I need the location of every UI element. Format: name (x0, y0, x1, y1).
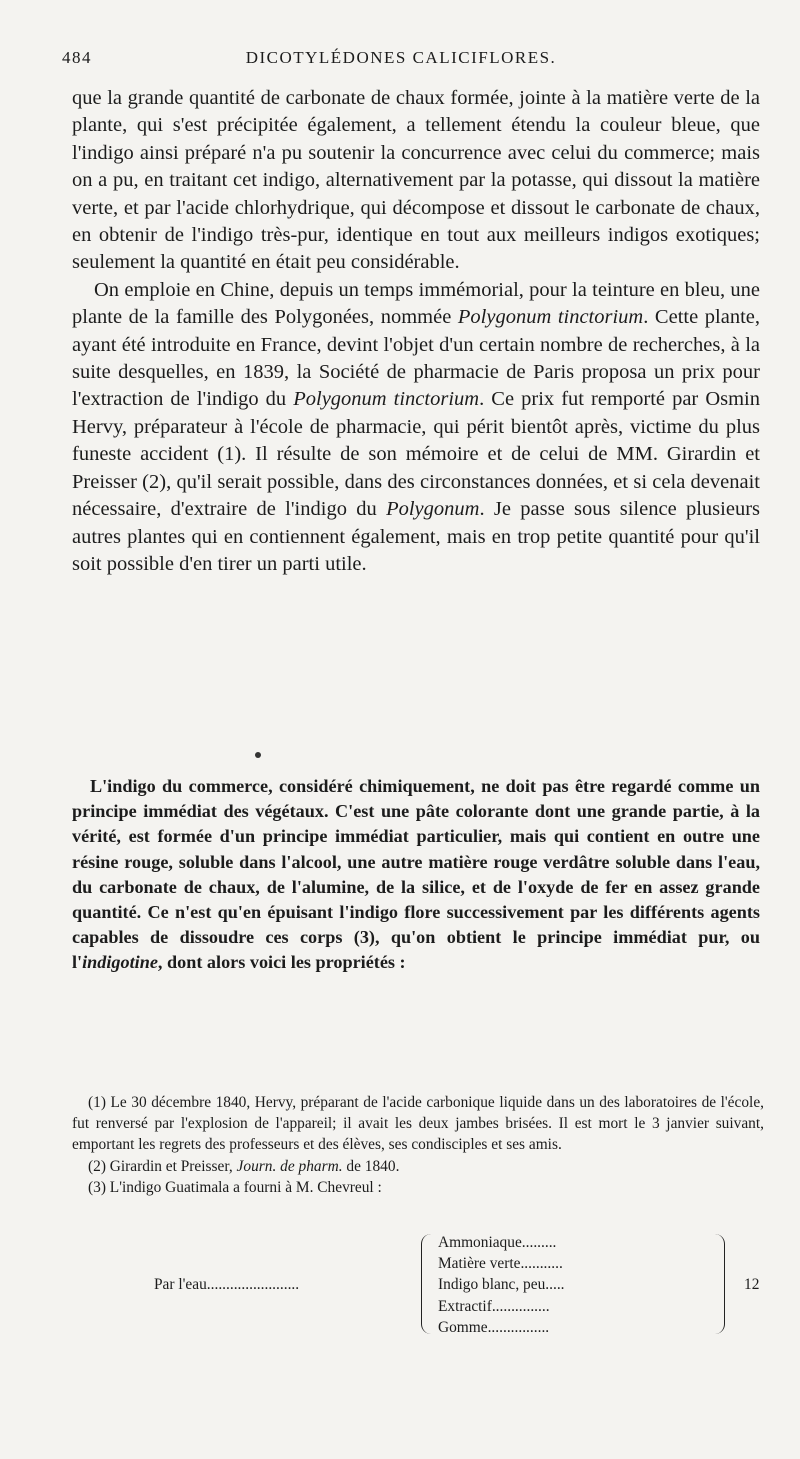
table-item: Ammoniaque......... (438, 1234, 557, 1251)
main-text (72, 85, 760, 578)
indigotine-term: indigotine (82, 952, 158, 973)
species-name-1: Polygonum tinctorium (457, 306, 644, 329)
composition-table (72, 1230, 760, 1340)
left-brace (421, 1234, 432, 1334)
paragraph-2-text-c: . Cette plante, ayant été introduite en France, devint l'objet d'un certain nombre de recherches, à la suite desquelles, en 1839, la Société de pharmacie de Paris proposa un prix pour l'extraction de l'indigo du (72, 306, 760, 411)
table-item: Indigo blanc, peu..... (438, 1276, 565, 1294)
table-total: 12 (744, 1276, 760, 1293)
page-header (62, 48, 740, 78)
footnotes (72, 1092, 764, 1198)
footnote-2 (72, 1156, 764, 1177)
paragraph-2-text-g: . Je passe sous silence plusieurs autres plantes qui en contiennent également, mais en trop petite quantité pour qu'il soit possible d'en tirer un parti utile. (72, 498, 761, 575)
page-number: 484 (62, 48, 92, 67)
table-items (438, 1232, 714, 1338)
small-text-a: L'indigo du commerce, considéré chimiquement, ne doit pas être regardé comme un principe immédiat des végétaux. C'est une pâte colorante dont une grande partie, à la vérité, est formée d'un principe immédiat particulier, mais qui contient en outre une résine rouge, soluble dans l'alcool, une autre matière rouge verdâtre soluble dans l'eau, du carbonate de chaux, de l'alumine, de la silice, et de l'oxyde de fer en assez grande quantité. Ce n'est qu'en épuisant l'indigo flore successivement par les différents agents capables de dissoudre ces corps (3), qu'on obtient le principe immédiat pur, ou l' (72, 776, 760, 973)
footnote-3: (3) L'indigo Guatimala a fourni à M. Chevreul : (88, 1178, 382, 1196)
paragraph-2-text-a: On emploie en Chine, depuis un temps immémorial, pour la teinture en bleu, une plante de la famille des Polygonées, nommée (72, 278, 760, 329)
small-text-c: , dont alors voici les propriétés : (157, 952, 406, 973)
small-print-section (72, 774, 760, 976)
footnote-2-text-a: (2) Girardin et Preisser, (88, 1157, 237, 1175)
section-separator-dot (255, 752, 261, 758)
paragraph-1: que la grande quantité de carbonate de chaux formée, jointe à la matière verte de la plante, qui s'est précipitée également, a tellement étendu la couleur bleue, que l'indigo ainsi préparé n'a pu soutenir la concurrence avec celui du commerce; mais on a pu, en traitant cet indigo, alternativement par la potasse, qui dissout la matière verte, et par l'acide chlorhydrique, qui décompose et dissout le carbonate de chaux, en obtenir de l'indigo très-pur, identique en tout aux meilleurs indigos exotiques; seulement la quantité en était peu considérable. (72, 87, 760, 274)
right-brace (714, 1234, 725, 1334)
species-name-2: Polygonum tinctorium (293, 388, 480, 411)
small-paragraph (72, 774, 760, 976)
paragraph-2 (72, 277, 760, 578)
paragraph-2-text-e: . Ce prix fut remporté par Osmin Hervy, préparateur à l'école de pharmacie, qui périt bientôt après, victime du plus funeste accident (1). Il résulte de son mémoire et de celui de MM. Girardin et Preisser (2), qu'il serait possible, dans des circonstances données, et si cela devenait nécessaire, d'extraire de l'indigo du (72, 388, 760, 521)
footnote-2-text-c: de 1840. (342, 1157, 400, 1175)
running-title: DICOTYLÉDONES CALICIFLORES. (245, 48, 557, 67)
table-row-label: Par l'eau........................ (154, 1276, 300, 1293)
journal-title: Journ. de pharm. (236, 1157, 343, 1175)
footnote-1: (1) Le 30 décembre 1840, Hervy, préparant de l'acide carbonique liquide dans un des laboratoires de l'école, fut renversé par l'explosion de l'appareil; il avait les deux jambes brisées. Il est mort le 3 janvier suivant, emportant les regrets des professeurs et des élèves, ses condisciples et ses amis. (72, 1094, 764, 1154)
table-item: Matière verte........... (438, 1255, 563, 1273)
table-item: Extractif............... (438, 1297, 550, 1315)
species-name-3: Polygonum (386, 498, 480, 521)
table-item: Gomme................ (438, 1318, 550, 1336)
